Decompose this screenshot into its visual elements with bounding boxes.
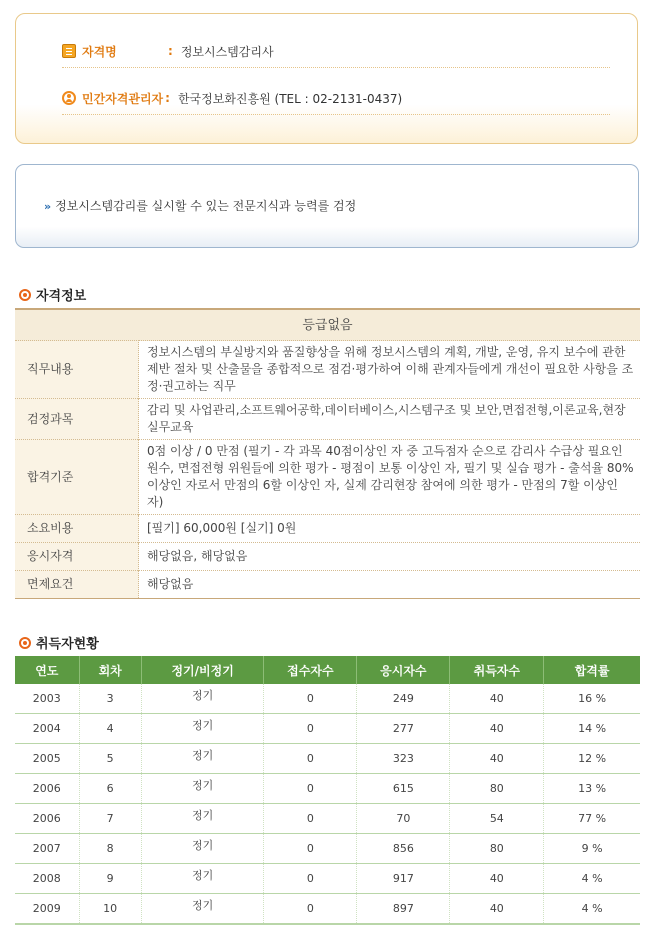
info-row (15, 571, 640, 599)
info-row-label: 합격기준 (15, 440, 139, 515)
column-header-examinees: 응시자수 (357, 656, 450, 684)
cell-acquirers: 54 (450, 804, 544, 834)
cell-round: 3 (79, 684, 141, 714)
info-row-value: [필기] 60,000원 [실기] 0원 (139, 515, 641, 543)
qualification-name-label: 자격명 (82, 44, 117, 59)
table-row (15, 744, 640, 774)
cell-pass-rate: 4 % (544, 894, 640, 925)
cell-applicants: 0 (264, 834, 357, 864)
table-row (15, 684, 640, 714)
grade-cell: 등급없음 (15, 309, 640, 341)
cell-type: 정기 (141, 774, 264, 804)
cell-year: 2006 (15, 774, 79, 804)
info-row-value: 감리 및 사업관리,소프트웨어공학,데이터베이스,시스템구조 및 보안,면접전형,이론교육,현장실무교육 (139, 399, 641, 440)
cell-round: 4 (79, 714, 141, 744)
table-row (15, 714, 640, 744)
cell-pass-rate: 14 % (544, 714, 640, 744)
managing-org-separator: : (165, 91, 170, 105)
cell-type: 정기 (141, 744, 264, 774)
acquirer-stats-table (15, 656, 640, 925)
info-row-label: 응시자격 (15, 543, 139, 571)
cell-type: 정기 (141, 834, 264, 864)
cell-examinees: 897 (357, 894, 450, 925)
info-row-label: 직무내용 (15, 341, 139, 399)
cell-pass-rate: 9 % (544, 834, 640, 864)
info-row-value: 0점 이상 / 0 만점 (필기 - 각 과목 40점이상인 자 중 고득점자 순으로 감리사 수급상 필요인원수, 면접전형 위원들에 의한 평가 - 평점이 보통 이상인 자, 필기 및 실습 평가 - 출석율 80% 이상인 자로서 만점의 6할 이상인 자, 실제 감리현장 참여에 의한 평가 - 만점의 7할 이상인 자) (139, 440, 641, 515)
bullet-circle-icon (19, 289, 31, 301)
cell-year: 2006 (15, 804, 79, 834)
table-row (15, 864, 640, 894)
summary-text: 정보시스템감리를 실시할 수 있는 전문지식과 능력를 검정 (55, 199, 357, 213)
info-section-title-text: 자격정보 (36, 289, 87, 304)
cell-examinees: 856 (357, 834, 450, 864)
qualification-info-table (15, 308, 640, 599)
grade-row (15, 309, 640, 341)
person-icon (62, 91, 76, 105)
column-header-round: 회차 (79, 656, 141, 684)
cell-round: 10 (79, 894, 141, 925)
table-row (15, 804, 640, 834)
column-header-pass-rate: 합격률 (544, 656, 640, 684)
cell-type: 정기 (141, 864, 264, 894)
cell-round: 8 (79, 834, 141, 864)
qualification-name-value: 정보시스템감리사 (180, 44, 274, 59)
qualification-header-box (15, 13, 638, 144)
cell-type: 정기 (141, 804, 264, 834)
info-row-label: 검정과목 (15, 399, 139, 440)
cell-year: 2003 (15, 684, 79, 714)
cell-pass-rate: 13 % (544, 774, 640, 804)
stats-section-title (19, 633, 99, 652)
column-header-year: 연도 (15, 656, 79, 684)
cell-type: 정기 (141, 684, 264, 714)
cell-applicants: 0 (264, 864, 357, 894)
table-row (15, 834, 640, 864)
double-arrow-icon: » (44, 200, 52, 213)
column-header-applicants: 접수자수 (264, 656, 357, 684)
cell-applicants: 0 (264, 684, 357, 714)
cell-pass-rate: 77 % (544, 804, 640, 834)
qualification-name-separator: : (168, 44, 173, 58)
cell-examinees: 277 (357, 714, 450, 744)
cell-examinees: 615 (357, 774, 450, 804)
stats-section-title-text: 취득자현황 (36, 637, 99, 652)
cell-round: 5 (79, 744, 141, 774)
stats-header-row (15, 656, 640, 684)
info-row-value: 정보시스템의 부실방지와 품질향상을 위해 정보시스템의 계획, 개발, 운영, 유지 보수에 관한 제반 절차 및 산출물을 종합적으로 점검·평가하여 이해 관계자들에게 개선이 필요한 사항을 조정·권고하는 직무 (139, 341, 641, 399)
qualification-name-row (62, 39, 610, 68)
cell-applicants: 0 (264, 804, 357, 834)
bullet-circle-icon (19, 637, 31, 649)
info-row-label: 소요비용 (15, 515, 139, 543)
cell-applicants: 0 (264, 894, 357, 925)
cell-acquirers: 40 (450, 744, 544, 774)
cell-examinees: 323 (357, 744, 450, 774)
cell-acquirers: 80 (450, 774, 544, 804)
cell-type: 정기 (141, 894, 264, 925)
info-row (15, 399, 640, 440)
cell-round: 7 (79, 804, 141, 834)
document-icon (62, 44, 76, 58)
cell-acquirers: 40 (450, 684, 544, 714)
info-row (15, 341, 640, 399)
managing-org-label: 민간자격관리자 (82, 91, 164, 106)
info-section-title (19, 285, 86, 304)
info-row-value: 해당없음, 해당없음 (139, 543, 641, 571)
cell-acquirers: 80 (450, 834, 544, 864)
managing-org-row (62, 86, 610, 115)
cell-pass-rate: 12 % (544, 744, 640, 774)
cell-round: 9 (79, 864, 141, 894)
cell-acquirers: 40 (450, 864, 544, 894)
column-header-acquirers: 취득자수 (450, 656, 544, 684)
info-row (15, 543, 640, 571)
cell-year: 2005 (15, 744, 79, 774)
cell-examinees: 917 (357, 864, 450, 894)
cell-acquirers: 40 (450, 714, 544, 744)
cell-year: 2009 (15, 894, 79, 925)
cell-pass-rate: 4 % (544, 864, 640, 894)
cell-round: 6 (79, 774, 141, 804)
info-row-value: 해당없음 (139, 571, 641, 599)
cell-examinees: 70 (357, 804, 450, 834)
info-row-label: 면제요건 (15, 571, 139, 599)
table-row (15, 894, 640, 925)
info-row (15, 440, 640, 515)
cell-year: 2004 (15, 714, 79, 744)
summary-box (15, 164, 639, 248)
cell-applicants: 0 (264, 714, 357, 744)
stats-table-body (15, 684, 640, 924)
column-header-type: 정기/비정기 (141, 656, 264, 684)
cell-examinees: 249 (357, 684, 450, 714)
cell-acquirers: 40 (450, 894, 544, 925)
cell-year: 2008 (15, 864, 79, 894)
cell-type: 정기 (141, 714, 264, 744)
cell-year: 2007 (15, 834, 79, 864)
summary-text-line (44, 197, 356, 214)
managing-org-value: 한국정보화진흥원 (TEL : 02-2131-0437) (177, 91, 403, 106)
cell-applicants: 0 (264, 774, 357, 804)
cell-applicants: 0 (264, 744, 357, 774)
table-row (15, 774, 640, 804)
info-row (15, 515, 640, 543)
cell-pass-rate: 16 % (544, 684, 640, 714)
